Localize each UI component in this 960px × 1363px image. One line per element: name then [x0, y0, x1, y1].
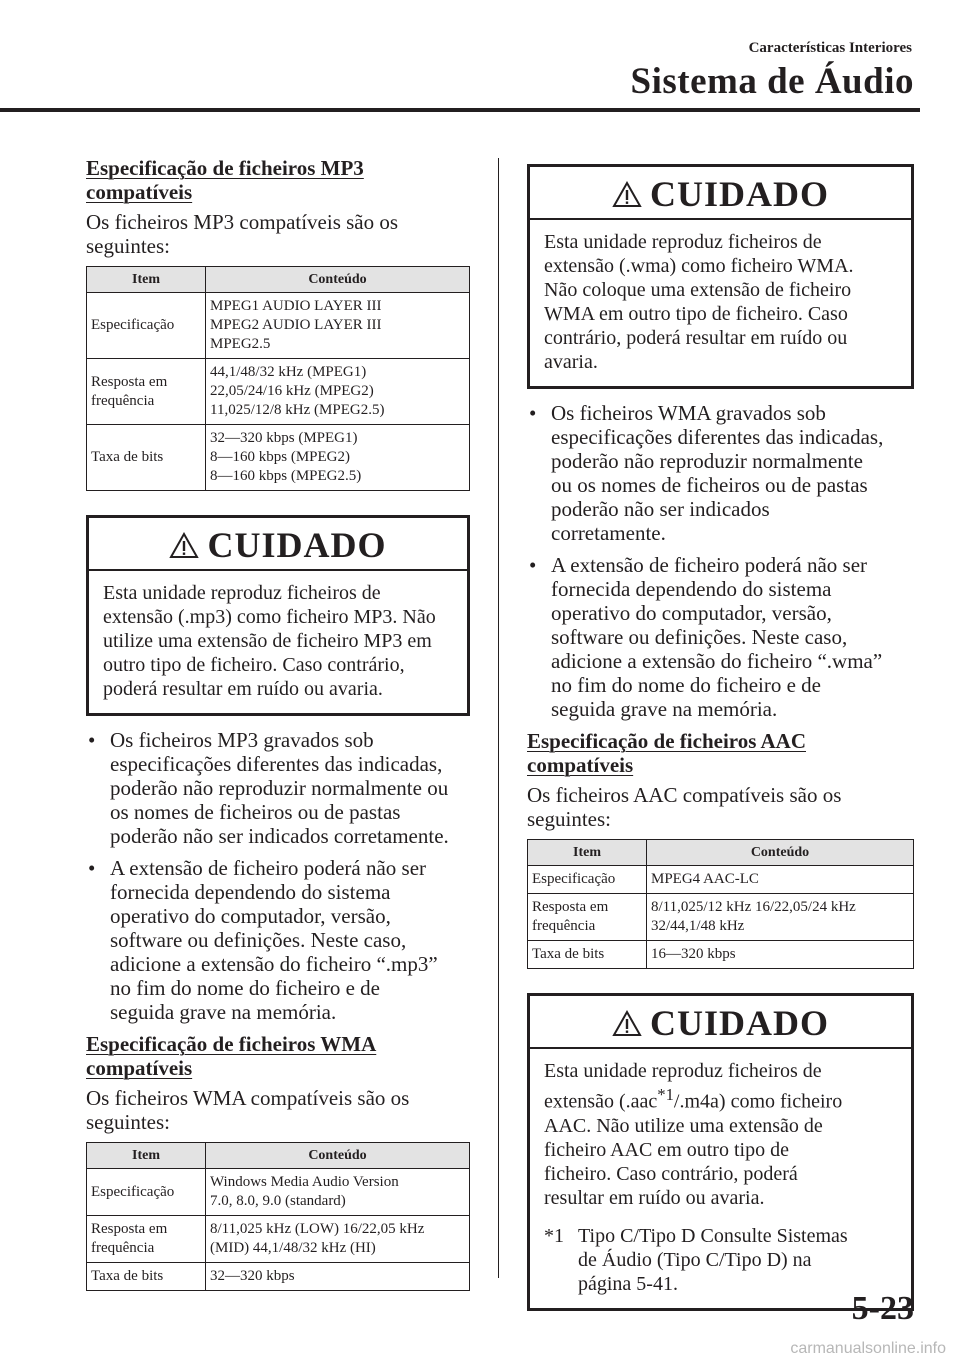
bullet-line: poderão não ser indicados	[551, 497, 770, 521]
table-header-row	[87, 1143, 470, 1169]
content-line: 8―160 kbps (MPEG2.5)	[210, 468, 362, 484]
table-row	[528, 866, 914, 894]
page-number: 5-23	[851, 1290, 914, 1327]
caution-text: /.m4a) como ficheiro	[673, 1090, 843, 1113]
bullet-line: no fim do nome do ficheiro e de	[110, 976, 381, 1000]
footnote-line: página 5-41.	[578, 1272, 678, 1295]
column-header: Conteúdo	[647, 840, 914, 866]
bullet-list	[527, 401, 914, 721]
caution-box	[86, 515, 470, 716]
bullet-line: poderão não ser indicados corretamente.	[110, 824, 449, 848]
caution-line: avaria.	[544, 351, 598, 373]
bullet-line: especificações diferentes das indicadas,	[551, 425, 884, 449]
content-cell	[647, 866, 914, 894]
spec-table	[527, 839, 914, 969]
footnote-line: de Áudio (Tipo C/Tipo D) na	[578, 1248, 812, 1271]
caution-line: Esta unidade reproduz ficheiros de	[544, 231, 822, 253]
item-cell: Especificação	[87, 1169, 206, 1216]
caution-title	[89, 518, 467, 571]
content-line: 32―320 kbps	[210, 1268, 295, 1284]
header-rule	[0, 108, 920, 112]
bullet-line: seguida grave na memória.	[110, 1000, 337, 1024]
column-header: Item	[528, 840, 647, 866]
table-header-row	[528, 840, 914, 866]
warning-icon	[169, 532, 199, 559]
content-line: 8―160 kbps (MPEG2)	[210, 449, 351, 465]
caution-line: extensão (.mp3) como ficheiro MP3. Não	[103, 606, 436, 628]
footnote-line: Tipo C/Tipo D Consulte Sistemas	[578, 1224, 848, 1247]
caution-box	[527, 993, 914, 1311]
caution-line: ficheiro AAC em outro tipo de	[544, 1138, 789, 1161]
content-line: 8/11,025 kHz (LOW) 16/22,05 kHz	[210, 1221, 425, 1237]
bullet-line: seguida grave na memória.	[551, 697, 778, 721]
bullet-line: especificações diferentes das indicadas,	[110, 752, 443, 776]
section-heading	[86, 1032, 470, 1080]
bullet-line: software ou definições. Neste caso,	[110, 928, 407, 952]
bullet-line: operativo do computador, versão,	[110, 904, 391, 928]
heading-line: Especificação de ficheiros MP3	[86, 156, 364, 180]
caution-line: ficheiro. Caso contrário, poderá	[544, 1162, 798, 1185]
bullet-line: A extensão de ficheiro poderá não ser	[110, 856, 427, 880]
list-item	[527, 401, 914, 545]
item-cell: Resposta em frequência	[528, 894, 647, 941]
content-line: 16―320 kbps	[651, 946, 736, 962]
intro-text: Os ficheiros AAC compatíveis são os seguintes:	[527, 783, 842, 831]
item-cell: Especificação	[528, 866, 647, 894]
footnote	[544, 1224, 897, 1296]
intro-text: Os ficheiros WMA compatíveis são os seguintes:	[86, 1086, 410, 1134]
content-line: 44,1/48/32 kHz (MPEG1)	[210, 364, 367, 380]
content-line: MPEG2.5	[210, 336, 271, 352]
section-title: Sistema de Áudio	[630, 61, 914, 102]
table-row	[87, 1263, 470, 1291]
bullet-line: poderão não reproduzir normalmente ou	[110, 776, 449, 800]
bullet-line: no fim do nome do ficheiro e de	[551, 673, 822, 697]
list-item	[86, 856, 470, 1024]
bullet-icon: •	[529, 553, 537, 577]
content-cell	[206, 293, 470, 359]
caution-line: extensão (.wma) como ficheiro WMA.	[544, 255, 854, 277]
chapter-title: Características Interiores	[748, 40, 912, 56]
watermark: carmanualsonline.info	[790, 1340, 946, 1357]
table-row	[528, 894, 914, 941]
bullet-line: ou os nomes de ficheiros ou de pastas	[551, 473, 868, 497]
caution-text: extensão (.aac	[544, 1090, 658, 1113]
caution-title-text: CUIDADO	[207, 525, 387, 565]
bullet-icon: •	[529, 401, 537, 425]
content-cell	[647, 894, 914, 941]
bullet-icon: •	[88, 728, 96, 752]
footnote-reference: *1	[657, 1085, 674, 1104]
heading-line: compatíveis	[86, 180, 193, 204]
caution-line: Esta unidade reproduz ficheiros de	[544, 1060, 822, 1082]
content-line: 7.0, 8.0, 9.0 (standard)	[210, 1193, 346, 1209]
content-cell	[206, 1169, 470, 1216]
caution-line: WMA em outro tipo de ficheiro. Caso	[544, 303, 848, 325]
item-cell: Taxa de bits	[87, 1263, 206, 1291]
list-item	[527, 553, 914, 721]
content-line: 32―320 kbps (MPEG1)	[210, 430, 358, 446]
table-row	[87, 359, 470, 425]
bullet-line: fornecida dependendo do sistema	[551, 577, 832, 601]
bullet-line: Os ficheiros WMA gravados sob	[551, 401, 826, 425]
bullet-line: operativo do computador, versão,	[551, 601, 832, 625]
content-line: (MID) 44,1/48/32 kHz (HI)	[210, 1240, 376, 1256]
column-header: Conteúdo	[206, 1143, 470, 1169]
item-cell: Taxa de bits	[528, 941, 647, 969]
item-cell: Resposta em frequência	[87, 1216, 206, 1263]
caution-line: AAC. Não utilize uma extensão de	[544, 1114, 823, 1137]
content-line: 11,025/12/8 kHz (MPEG2.5)	[210, 402, 385, 418]
spec-table	[86, 1142, 470, 1291]
content-cell	[647, 941, 914, 969]
intro-text: Os ficheiros MP3 compatíveis são os seguintes:	[86, 210, 399, 258]
warning-icon	[612, 181, 642, 208]
content-cell	[206, 1263, 470, 1291]
bullet-list	[86, 728, 470, 1024]
content-line: MPEG1 AUDIO LAYER III	[210, 298, 382, 314]
content-line: 8/11,025/12 kHz 16/22,05/24 kHz	[651, 899, 856, 915]
caution-line: contrário, poderá resultar em ruído ou	[544, 327, 848, 349]
table-row	[87, 293, 470, 359]
caution-body	[530, 220, 911, 386]
caution-line: Esta unidade reproduz ficheiros de	[103, 582, 381, 604]
content-cell	[206, 1216, 470, 1263]
column-divider	[498, 158, 499, 1278]
bullet-line: software ou definições. Neste caso,	[551, 625, 848, 649]
bullet-line: adicione a extensão do ficheiro “.wma”	[551, 649, 883, 673]
section-heading	[86, 156, 470, 204]
content-line: 32/44,1/48 kHz	[651, 918, 745, 934]
bullet-line: A extensão de ficheiro poderá não ser	[551, 553, 868, 577]
item-cell: Especificação	[87, 293, 206, 359]
caution-line: outro tipo de ficheiro. Caso contrário,	[103, 654, 405, 676]
caution-line: resultar em ruído ou avaria.	[544, 1186, 765, 1209]
column-header: Conteúdo	[206, 267, 470, 293]
table-row	[528, 941, 914, 969]
caution-box	[527, 164, 914, 389]
heading-line: compatíveis	[86, 1056, 193, 1080]
caution-title-text: CUIDADO	[649, 174, 829, 214]
bullet-line: corretamente.	[551, 521, 666, 545]
caution-line: poderá resultar em ruído ou avaria.	[103, 678, 383, 700]
table-header-row	[87, 267, 470, 293]
bullet-line: poderão não reproduzir normalmente	[551, 449, 863, 473]
heading-line: compatíveis	[527, 753, 634, 777]
column-header: Item	[87, 1143, 206, 1169]
column-header: Item	[87, 267, 206, 293]
bullet-line: fornecida dependendo do sistema	[110, 880, 391, 904]
caution-title-text: CUIDADO	[649, 1003, 829, 1043]
content-cell	[206, 425, 470, 491]
list-item	[86, 728, 470, 848]
table-row	[87, 1169, 470, 1216]
caution-body	[530, 1049, 911, 1308]
caution-line: Não coloque uma extensão de ficheiro	[544, 279, 852, 301]
content-cell	[206, 359, 470, 425]
item-cell: Resposta em frequência	[87, 359, 206, 425]
caution-title	[530, 167, 911, 220]
right-column	[527, 156, 914, 1311]
spec-table	[86, 266, 470, 491]
content-line: Windows Media Audio Version	[210, 1174, 399, 1190]
warning-icon	[612, 1010, 642, 1037]
bullet-line: Os ficheiros MP3 gravados sob	[110, 728, 374, 752]
item-cell: Taxa de bits	[87, 425, 206, 491]
footnote-marker: *1	[544, 1224, 564, 1247]
heading-line: Especificação de ficheiros AAC	[527, 729, 806, 753]
content-line: MPEG4 AAC-LC	[651, 871, 759, 887]
caution-line: utilize uma extensão de ficheiro MP3 em	[103, 630, 432, 652]
section-heading	[527, 729, 914, 777]
caution-body	[89, 571, 467, 713]
bullet-line: adicione a extensão do ficheiro “.mp3”	[110, 952, 438, 976]
content-line: 22,05/24/16 kHz (MPEG2)	[210, 383, 374, 399]
bullet-icon: •	[88, 856, 96, 880]
caution-line-with-footnote	[544, 1083, 897, 1114]
heading-line: Especificação de ficheiros WMA	[86, 1032, 377, 1056]
left-column	[86, 156, 470, 1291]
table-row	[87, 425, 470, 491]
bullet-line: os nomes de ficheiros ou de pastas	[110, 800, 401, 824]
table-row	[87, 1216, 470, 1263]
caution-title	[530, 996, 911, 1049]
content-line: MPEG2 AUDIO LAYER III	[210, 317, 382, 333]
